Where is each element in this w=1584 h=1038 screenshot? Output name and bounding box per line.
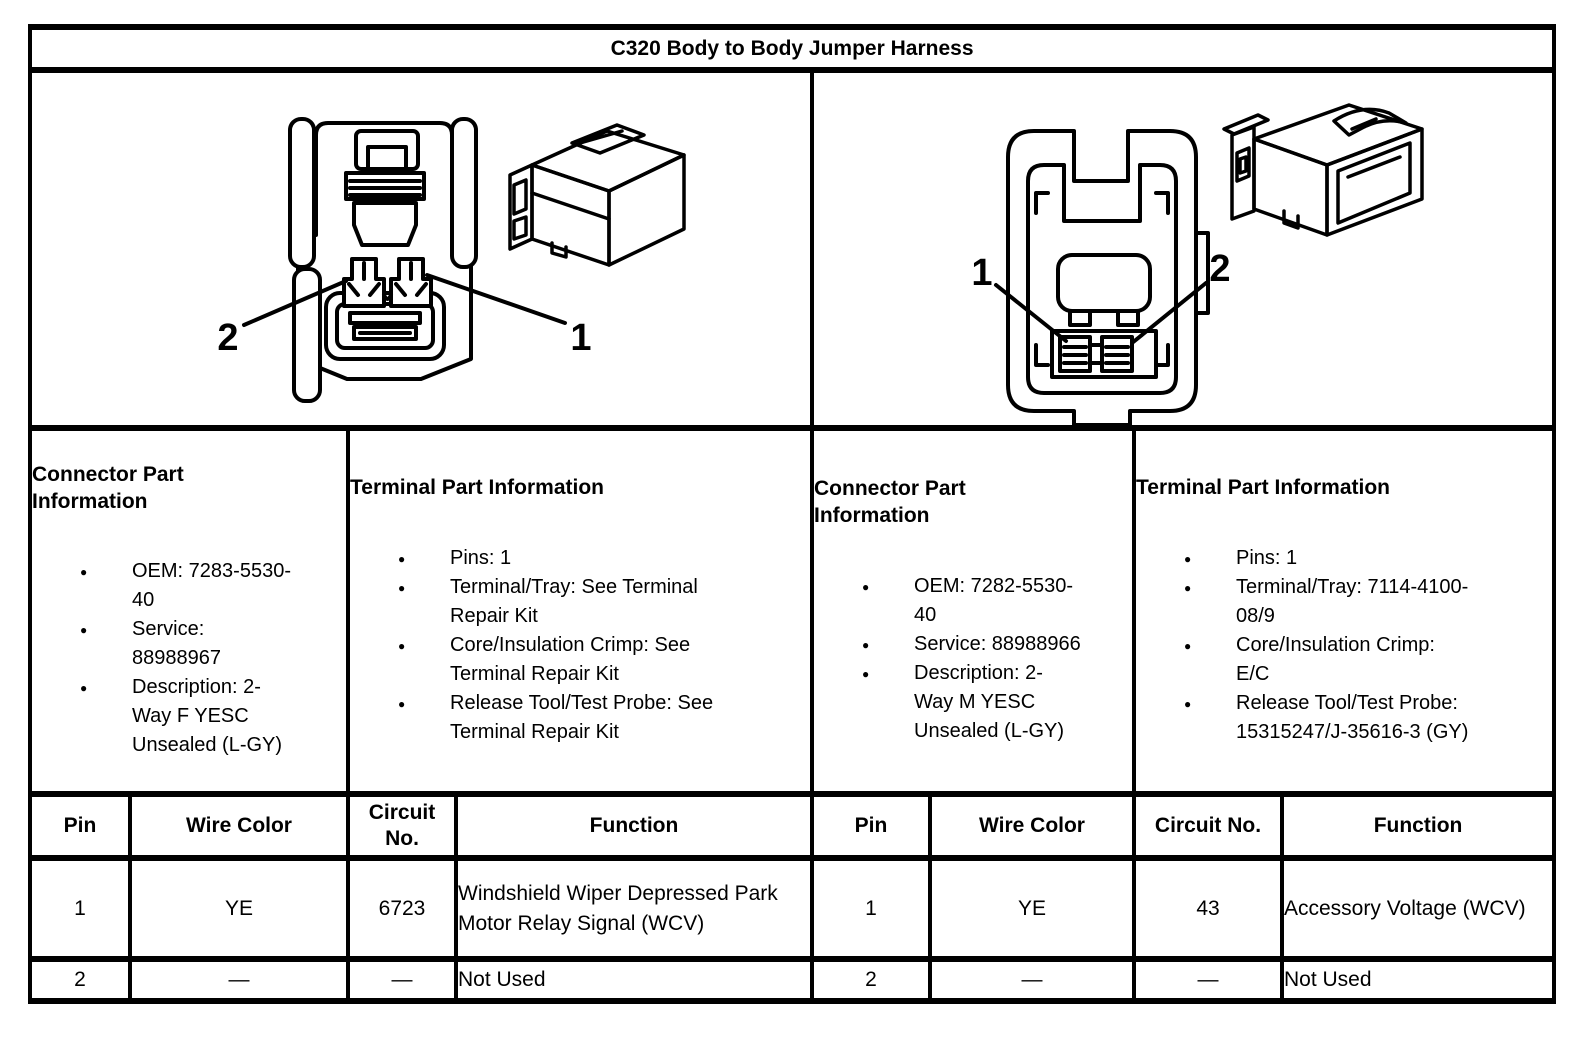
- left-terminal-part-info-cell: [348, 428, 812, 794]
- right-function-header: Function: [1282, 794, 1554, 858]
- table-row: [30, 858, 1554, 959]
- right-function-value: Not Used: [1282, 959, 1554, 1001]
- left-connector-diagram-cell: [30, 70, 812, 428]
- right-connector-diagram: [814, 73, 1548, 425]
- right-wire-color-value: —: [930, 959, 1134, 1001]
- pin1-callout-label: 1: [971, 252, 993, 294]
- list-item: ● Description: 2-Way M YESC Unsealed (L-GY): [862, 659, 1082, 746]
- right-connector-front-view: [1008, 131, 1208, 425]
- right-wire-color-value: YE: [930, 858, 1134, 959]
- left-connector-part-info-list: [80, 557, 346, 760]
- right-pin-value: 1: [812, 858, 930, 959]
- left-pin-header: Pin: [30, 794, 130, 858]
- list-item: ● Core/Insulation Crimp: E/C: [1184, 631, 1471, 689]
- right-connector-iso-view: [1224, 105, 1422, 235]
- left-pin-value: 1: [30, 858, 130, 959]
- left-terminal-part-info-list: [398, 544, 810, 747]
- left-connector-iso-view: [510, 125, 684, 265]
- list-item: ● Pins: 1: [398, 544, 740, 573]
- pin2-callout-label: 2: [217, 317, 239, 359]
- left-wire-color-value: —: [130, 959, 348, 1001]
- right-connector-part-info-list: [862, 572, 1132, 746]
- list-item: ● Terminal/Tray: See Terminal Repair Kit: [398, 573, 740, 631]
- left-circuit-no-value: —: [348, 959, 456, 1001]
- left-wire-color-header: Wire Color: [130, 794, 348, 858]
- connector-sheet: [28, 24, 1556, 1004]
- list-item: ● Terminal/Tray: 7114-4100-08/9: [1184, 573, 1471, 631]
- left-wire-color-value: YE: [130, 858, 348, 959]
- right-terminal-part-info-list: [1184, 544, 1552, 747]
- pin1-callout-label: 1: [570, 317, 592, 359]
- right-circuit-no-value: —: [1134, 959, 1282, 1001]
- left-connector-front-view: [290, 119, 476, 401]
- left-function-value: Not Used: [456, 959, 812, 1001]
- list-item: ● Description: 2-Way F YESC Unsealed (L-GY): [80, 673, 294, 760]
- right-connector-part-info-cell: [812, 428, 1134, 794]
- left-circuit-no-header: Circuit No.: [348, 794, 456, 858]
- page-title: C320 Body to Body Jumper Harness: [30, 27, 1554, 70]
- list-item: ● Service: 88988966: [862, 630, 1082, 659]
- right-connector-part-info-heading: Connector Part Information: [814, 477, 966, 527]
- list-item: ● OEM: 7282-5530-40: [862, 572, 1082, 630]
- left-terminal-part-info-heading: Terminal Part Information: [350, 476, 604, 500]
- right-terminal-part-info-heading: Terminal Part Information: [1136, 476, 1390, 500]
- left-connector-part-info-cell: [30, 428, 348, 794]
- right-terminal-part-info-cell: [1134, 428, 1554, 794]
- list-item: ● Release Tool/Test Probe: 15315247/J-35616-3 (GY): [1184, 689, 1471, 747]
- left-function-value: Windshield Wiper Depressed Park Motor Relay Signal (WCV): [456, 858, 812, 959]
- right-circuit-no-header: Circuit No.: [1134, 794, 1282, 858]
- list-item: ● OEM: 7283-5530-40: [80, 557, 294, 615]
- left-circuit-no-value: 6723: [348, 858, 456, 959]
- pin2-callout-label: 2: [1209, 248, 1231, 290]
- left-function-header: Function: [456, 794, 812, 858]
- right-pin-value: 2: [812, 959, 930, 1001]
- right-wire-color-header: Wire Color: [930, 794, 1134, 858]
- connector-info-table: [28, 24, 1556, 1004]
- left-connector-part-info-heading: Connector Part Information: [32, 462, 184, 513]
- list-item: ● Release Tool/Test Probe: See Terminal Repair Kit: [398, 689, 740, 747]
- left-connector-diagram: [32, 73, 806, 425]
- right-connector-diagram-cell: [812, 70, 1554, 428]
- leader-line-pin1: [427, 275, 565, 323]
- list-item: ● Pins: 1: [1184, 544, 1471, 573]
- left-pin-value: 2: [30, 959, 130, 1001]
- right-function-value: Accessory Voltage (WCV): [1282, 858, 1554, 959]
- list-item: ● Core/Insulation Crimp: See Terminal Repair Kit: [398, 631, 740, 689]
- right-pin-header: Pin: [812, 794, 930, 858]
- list-item: ● Service: 88988967: [80, 615, 294, 673]
- table-row: [30, 959, 1554, 1001]
- right-circuit-no-value: 43: [1134, 858, 1282, 959]
